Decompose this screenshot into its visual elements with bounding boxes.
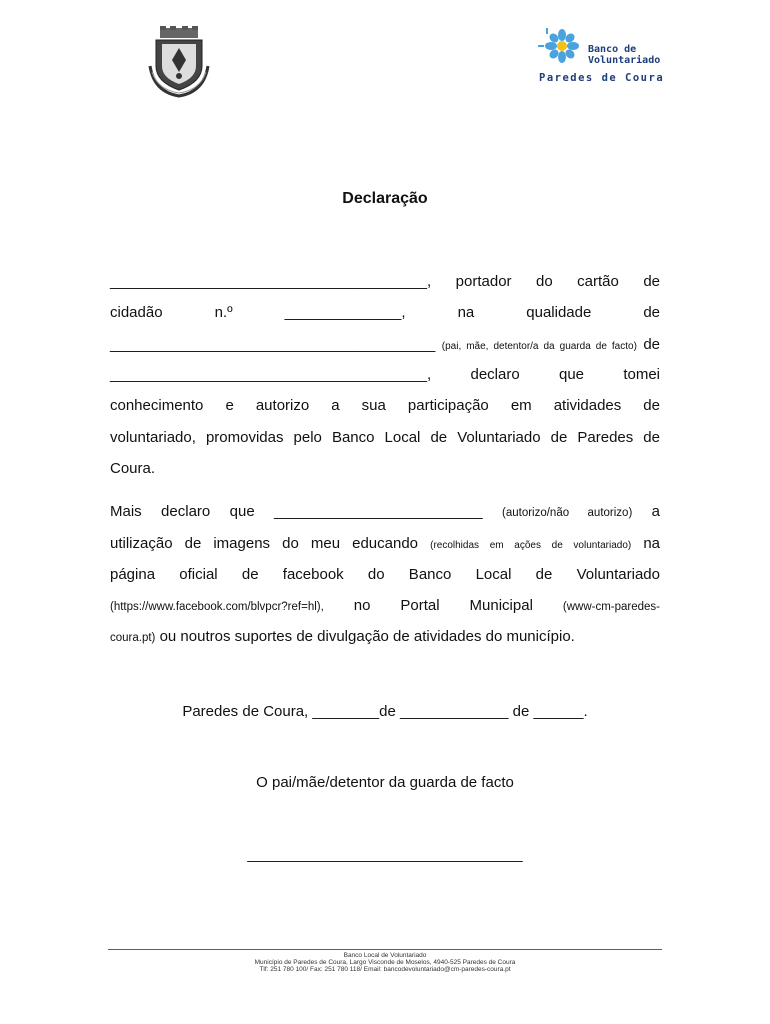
paragraph-1-line-4 xyxy=(110,366,660,383)
word: n.º xyxy=(214,304,233,321)
banco-voluntariado-logo xyxy=(534,22,666,88)
images-note: (recolhidas em ações de voluntariado) xyxy=(430,540,632,551)
word: cartão xyxy=(577,273,619,290)
footer-line-2: Município de Paredes de Coura, Largo Visconde de Moselos, 4940-525 Paredes de Coura xyxy=(254,959,516,966)
portal-url-part1: (www-cm-paredes- xyxy=(562,601,661,613)
text: ou noutros suportes de divulgação de atividades do município. xyxy=(159,628,575,645)
word: na xyxy=(643,535,661,552)
date-line: Paredes de Coura, ________de _____________ de ______. xyxy=(182,703,588,720)
word: de xyxy=(643,336,661,353)
quality-note: (pai, mãe, detentor/a da guarda de facto) xyxy=(441,341,637,352)
word: declaro xyxy=(470,366,520,383)
word: que xyxy=(558,366,585,383)
paragraph-2-line-4 xyxy=(110,597,660,614)
word: qualidade xyxy=(526,304,592,321)
paragraph-2-line-3: página oficial de facebook do Banco Local de Voluntariado xyxy=(110,566,660,583)
word: de xyxy=(643,273,661,290)
paragraph-1-line-6: voluntariado, promovidas pelo Banco Local de Voluntariado de Paredes de xyxy=(110,429,660,446)
quality-blank: _______________________________________ xyxy=(110,336,436,353)
text: Mais declaro que xyxy=(110,503,255,520)
logo-line-3: Paredes de Coura xyxy=(539,72,665,84)
signature-line: _________________________________ xyxy=(247,846,523,863)
logo-line-1: Banco de xyxy=(588,44,637,55)
text: utilização de imagens do meu educando xyxy=(110,535,419,552)
footer-line-3: Tlf: 251 780 100/ Fax: 251 780 118/ Email: bancodevoluntariado@cm-paredes-coura.pt xyxy=(259,966,511,973)
signatory-label: O pai/mãe/detentor da guarda de facto xyxy=(256,774,514,791)
facebook-url: (https://www.facebook.com/blvpcr?ref=hl), xyxy=(110,601,324,613)
id-number-blank: ______________, xyxy=(284,304,406,321)
word: a xyxy=(651,503,661,520)
paragraph-1-line-3 xyxy=(110,336,660,353)
paragraph-1-line-2 xyxy=(110,304,660,321)
word: de xyxy=(643,304,661,321)
paragraph-1-line-7: Coura. xyxy=(110,460,156,477)
word: tomei xyxy=(623,366,660,383)
word: portador xyxy=(455,273,512,290)
paragraph-2-line-2 xyxy=(110,535,660,552)
authorization-blank: _________________________ xyxy=(274,503,483,520)
paragraph-1-line-1 xyxy=(110,273,660,290)
word: do xyxy=(536,273,553,290)
document-title: Declaração xyxy=(342,190,428,207)
footer-line-1: Banco Local de Voluntariado xyxy=(343,952,427,959)
logo-line-2: Voluntariado xyxy=(588,55,661,66)
paragraph-2-line-5 xyxy=(110,628,660,645)
name-blank: ______________________________________, xyxy=(110,273,432,290)
portal-url-part2: coura.pt) xyxy=(110,632,156,644)
child-name-blank: ______________________________________, xyxy=(110,366,432,383)
paragraph-2-line-1 xyxy=(110,503,660,520)
authorization-note: (autorizo/não autorizo) xyxy=(502,507,633,519)
word: cidadão xyxy=(110,304,163,321)
paragraph-1-line-5: conhecimento e autorizo a sua participação em atividades de xyxy=(110,397,660,414)
text: no Portal Municipal xyxy=(353,597,533,614)
municipal-crest-logo xyxy=(146,26,212,98)
flower-icon xyxy=(538,26,582,66)
footer-divider xyxy=(108,949,662,950)
word: na xyxy=(457,304,475,321)
